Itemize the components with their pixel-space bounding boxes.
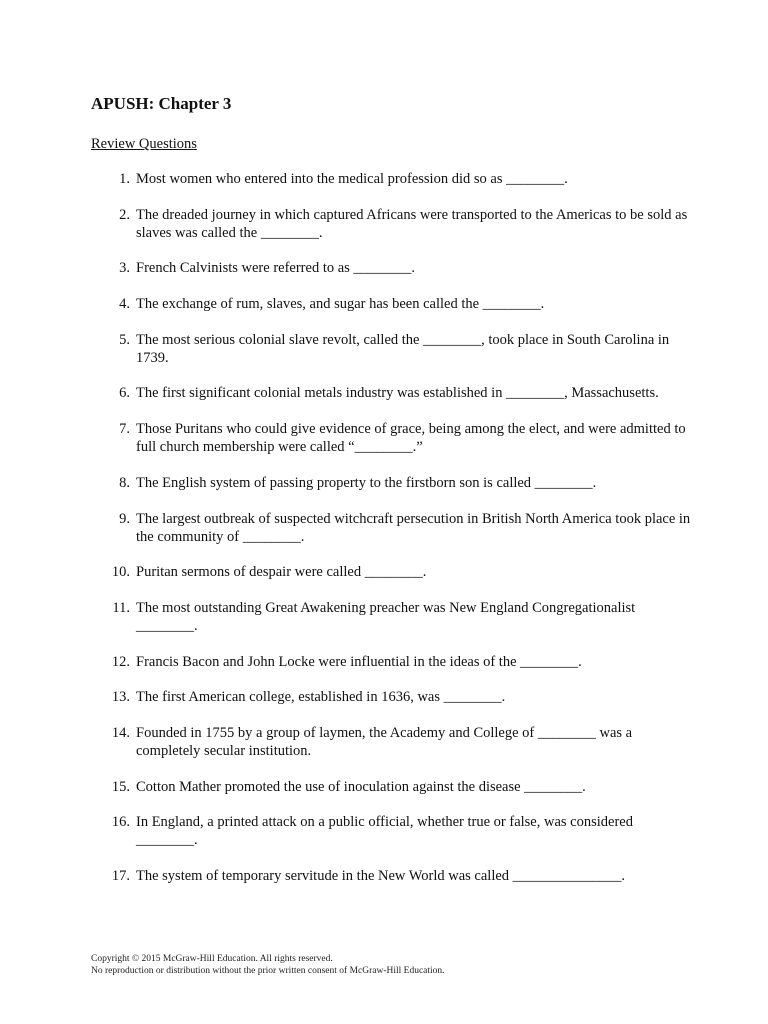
question-text: Francis Bacon and John Locke were influential in the ideas of the ________. (136, 653, 582, 670)
footer (91, 954, 445, 977)
question-number: 4. (119, 296, 130, 313)
section-heading: Review Questions (91, 136, 197, 152)
question-number: 14. (111, 724, 130, 741)
page-title: APUSH: Chapter 3 (91, 94, 232, 113)
question-number: 3. (119, 260, 130, 277)
question-item (91, 724, 691, 760)
footer-notice: No reproduction or distribution without the prior written consent of McGraw-Hill Education. (91, 965, 445, 976)
question-item (91, 599, 691, 635)
question-number: 6. (119, 385, 130, 402)
question-item (91, 653, 691, 671)
question-number: 7. (119, 421, 130, 438)
question-text: The most outstanding Great Awakening preacher was New England Congregationalist ________. (136, 599, 636, 634)
question-number: 15. (111, 778, 130, 795)
question-item (91, 170, 691, 188)
question-item (91, 259, 691, 277)
question-text: Founded in 1755 by a group of laymen, the Academy and College of ________ was a completely secular institution. (136, 724, 633, 759)
question-number: 8. (119, 474, 130, 491)
question-item (91, 688, 691, 706)
footer-copyright: Copyright © 2015 McGraw-Hill Education. All rights reserved. (91, 954, 333, 964)
question-item (91, 295, 691, 313)
question-number: 2. (119, 206, 130, 223)
question-item (91, 510, 691, 546)
question-item (91, 384, 691, 402)
question-text: The system of temporary servitude in the New World was called _______________. (136, 868, 626, 884)
question-list (91, 170, 691, 903)
question-text: Cotton Mather promoted the use of inoculation against the disease ________. (136, 778, 586, 795)
question-number: 12. (111, 653, 130, 670)
question-number: 16. (111, 814, 130, 831)
question-text: The most serious colonial slave revolt, called the ________, took place in South Carolina in 1739. (136, 331, 670, 366)
question-text: The exchange of rum, slaves, and sugar has been called the ________. (136, 296, 545, 313)
question-text: Puritan sermons of despair were called ________. (136, 564, 427, 581)
question-text: The first significant colonial metals industry was established in ________, Massachusetts. (136, 385, 659, 402)
question-number: 10. (111, 564, 130, 581)
question-text: The English system of passing property to the firstborn son is called ________. (136, 474, 597, 491)
question-item (91, 867, 691, 885)
question-text: The largest outbreak of suspected witchcraft persecution in British North America took place in the community of ________. (136, 510, 691, 545)
question-number: 13. (111, 689, 130, 706)
question-number: 9. (119, 510, 130, 527)
question-item (91, 420, 691, 456)
question-text: The first American college, established in 1636, was ________. (136, 689, 506, 706)
question-text: The dreaded journey in which captured Africans were transported to the Americas to be sold as slaves was called the ________. (136, 206, 688, 241)
question-item (91, 778, 691, 796)
question-number: 17. (111, 868, 130, 884)
question-text: Those Puritans who could give evidence of grace, being among the elect, and were admitted to full church membership were called “________.” (136, 421, 686, 456)
question-number: 1. (119, 171, 130, 187)
question-item (91, 331, 691, 367)
question-item (91, 474, 691, 492)
question-text: In England, a printed attack on a public official, whether true or false, was considered ________. (136, 814, 633, 849)
question-text: Most women who entered into the medical profession did so as ________. (136, 171, 568, 187)
question-item (91, 813, 691, 849)
question-text: French Calvinists were referred to as ________. (136, 260, 416, 277)
question-item (91, 563, 691, 581)
question-number: 5. (119, 331, 130, 348)
question-item (91, 206, 691, 242)
question-number: 11. (112, 599, 130, 616)
